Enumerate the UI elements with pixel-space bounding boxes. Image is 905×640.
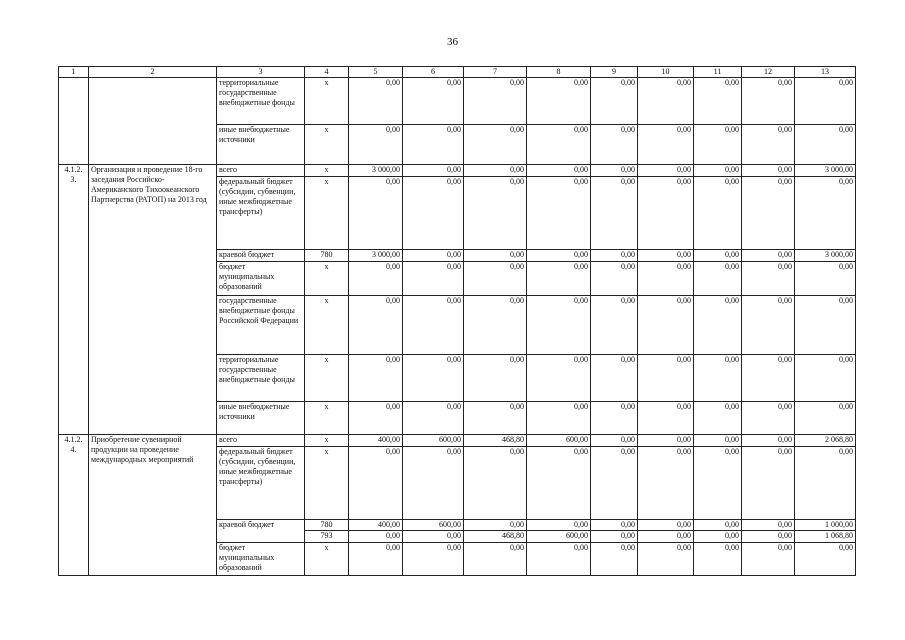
amount-cell: 0,00 <box>638 262 694 296</box>
amount-cell: 0,00 <box>464 296 527 355</box>
funding-source: территориальные государственные внебюджетные фонды <box>217 355 305 402</box>
amount-cell: 0,00 <box>795 296 856 355</box>
amount-cell: 0,00 <box>742 296 795 355</box>
funding-source: всего <box>217 165 305 177</box>
kbk-code: x <box>305 165 349 177</box>
column-header: 3 <box>217 67 305 78</box>
amount-cell: 0,00 <box>742 543 795 576</box>
amount-cell: 0,00 <box>349 177 403 250</box>
amount-cell: 0,00 <box>638 125 694 165</box>
amount-cell: 0,00 <box>403 402 464 435</box>
amount-cell: 0,00 <box>591 543 638 576</box>
amount-cell: 0,00 <box>527 78 591 125</box>
funding-source: иные внебюджетные источники <box>217 125 305 165</box>
amount-cell: 0,00 <box>694 262 742 296</box>
amount-cell: 0,00 <box>349 447 403 520</box>
kbk-code: x <box>305 296 349 355</box>
funding-source: бюджет муниципальных образований <box>217 262 305 296</box>
page-number: 36 <box>447 36 458 48</box>
funding-source: федеральный бюджет (субсидии, субвенции, иные межбюджетные трансферты) <box>217 177 305 250</box>
amount-cell: 0,00 <box>694 177 742 250</box>
amount-cell: 0,00 <box>349 78 403 125</box>
amount-cell: 0,00 <box>527 520 591 531</box>
amount-cell: 0,00 <box>349 262 403 296</box>
column-header: 12 <box>742 67 795 78</box>
amount-cell: 0,00 <box>638 355 694 402</box>
amount-cell: 0,00 <box>694 435 742 447</box>
amount-cell: 0,00 <box>694 355 742 402</box>
amount-cell: 0,00 <box>742 125 795 165</box>
amount-cell: 0,00 <box>742 447 795 520</box>
amount-cell: 0,00 <box>742 435 795 447</box>
amount-cell: 0,00 <box>464 78 527 125</box>
budget-table <box>58 66 856 576</box>
column-header-row <box>59 67 856 78</box>
amount-cell: 0,00 <box>638 531 694 543</box>
amount-cell: 0,00 <box>464 447 527 520</box>
kbk-code: x <box>305 543 349 576</box>
amount-cell: 0,00 <box>638 447 694 520</box>
measure-name: Организация и проведение 18-го заседания Российско-Американского Тихоокеанского Партнерства (РАТОП) на 2013 год <box>89 165 217 435</box>
amount-cell: 0,00 <box>638 250 694 262</box>
funding-source: краевой бюджет <box>217 520 305 543</box>
amount-cell: 0,00 <box>591 447 638 520</box>
table-row <box>59 165 856 177</box>
amount-cell: 0,00 <box>464 177 527 250</box>
kbk-code: 780 <box>305 250 349 262</box>
table-row <box>59 78 856 125</box>
amount-cell: 1 068,80 <box>795 531 856 543</box>
amount-cell: 0,00 <box>403 543 464 576</box>
kbk-code: x <box>305 78 349 125</box>
amount-cell: 0,00 <box>591 250 638 262</box>
amount-cell: 0,00 <box>527 355 591 402</box>
amount-cell: 0,00 <box>591 125 638 165</box>
amount-cell: 0,00 <box>795 125 856 165</box>
amount-cell: 0,00 <box>694 296 742 355</box>
amount-cell: 0,00 <box>694 165 742 177</box>
amount-cell: 0,00 <box>349 402 403 435</box>
amount-cell: 0,00 <box>742 402 795 435</box>
kbk-code: x <box>305 125 349 165</box>
amount-cell: 0,00 <box>742 355 795 402</box>
amount-cell: 3 000,00 <box>795 250 856 262</box>
amount-cell: 468,80 <box>464 435 527 447</box>
column-header: 11 <box>694 67 742 78</box>
column-header: 10 <box>638 67 694 78</box>
amount-cell: 0,00 <box>638 177 694 250</box>
column-header: 13 <box>795 67 856 78</box>
amount-cell: 0,00 <box>527 447 591 520</box>
amount-cell: 0,00 <box>638 543 694 576</box>
amount-cell: 0,00 <box>742 250 795 262</box>
amount-cell: 0,00 <box>527 402 591 435</box>
amount-cell: 0,00 <box>591 165 638 177</box>
amount-cell: 0,00 <box>464 520 527 531</box>
amount-cell: 0,00 <box>464 250 527 262</box>
measure-code: 4.1.2. 4. <box>59 435 89 576</box>
funding-source: краевой бюджет <box>217 250 305 262</box>
amount-cell: 0,00 <box>742 78 795 125</box>
amount-cell: 0,00 <box>591 177 638 250</box>
amount-cell: 0,00 <box>403 531 464 543</box>
amount-cell: 0,00 <box>591 435 638 447</box>
amount-cell: 0,00 <box>694 543 742 576</box>
amount-cell: 0,00 <box>742 165 795 177</box>
kbk-code: x <box>305 262 349 296</box>
amount-cell: 0,00 <box>403 250 464 262</box>
amount-cell: 0,00 <box>795 402 856 435</box>
column-header: 9 <box>591 67 638 78</box>
amount-cell: 0,00 <box>742 177 795 250</box>
amount-cell: 0,00 <box>638 78 694 125</box>
amount-cell: 0,00 <box>591 402 638 435</box>
amount-cell: 0,00 <box>403 177 464 250</box>
amount-cell: 0,00 <box>694 531 742 543</box>
kbk-code: x <box>305 177 349 250</box>
amount-cell: 0,00 <box>464 262 527 296</box>
amount-cell: 0,00 <box>349 355 403 402</box>
amount-cell: 0,00 <box>742 520 795 531</box>
amount-cell: 0,00 <box>527 543 591 576</box>
amount-cell: 0,00 <box>527 296 591 355</box>
column-header: 1 <box>59 67 89 78</box>
kbk-code: x <box>305 402 349 435</box>
amount-cell: 0,00 <box>591 520 638 531</box>
amount-cell: 0,00 <box>742 262 795 296</box>
amount-cell: 0,00 <box>795 177 856 250</box>
amount-cell: 600,00 <box>403 435 464 447</box>
amount-cell: 0,00 <box>464 125 527 165</box>
amount-cell: 0,00 <box>527 177 591 250</box>
column-header: 8 <box>527 67 591 78</box>
amount-cell: 0,00 <box>403 262 464 296</box>
amount-cell: 0,00 <box>795 78 856 125</box>
funding-source: бюджет муниципальных образований <box>217 543 305 576</box>
kbk-code: 780 <box>305 520 349 531</box>
amount-cell: 0,00 <box>403 296 464 355</box>
amount-cell: 0,00 <box>591 78 638 125</box>
funding-source: государственные внебюджетные фонды Российской Федерации <box>217 296 305 355</box>
amount-cell: 0,00 <box>403 125 464 165</box>
amount-cell: 0,00 <box>638 165 694 177</box>
measure-name <box>89 78 217 165</box>
measure-code: 4.1.2. 3. <box>59 165 89 435</box>
amount-cell: 1 000,00 <box>795 520 856 531</box>
amount-cell: 400,00 <box>349 520 403 531</box>
amount-cell: 0,00 <box>527 165 591 177</box>
amount-cell: 0,00 <box>349 296 403 355</box>
kbk-code: x <box>305 447 349 520</box>
amount-cell: 400,00 <box>349 435 403 447</box>
amount-cell: 0,00 <box>638 520 694 531</box>
amount-cell: 0,00 <box>795 355 856 402</box>
amount-cell: 600,00 <box>527 435 591 447</box>
measure-name: Приобретение сувенирной продукции на проведение международных мероприятий <box>89 435 217 576</box>
amount-cell: 0,00 <box>694 402 742 435</box>
amount-cell: 0,00 <box>591 355 638 402</box>
amount-cell: 0,00 <box>349 543 403 576</box>
amount-cell: 0,00 <box>694 447 742 520</box>
column-header: 2 <box>89 67 217 78</box>
amount-cell: 0,00 <box>694 520 742 531</box>
amount-cell: 3 000,00 <box>795 165 856 177</box>
column-header: 5 <box>349 67 403 78</box>
amount-cell: 0,00 <box>527 262 591 296</box>
column-header: 6 <box>403 67 464 78</box>
amount-cell: 0,00 <box>403 355 464 402</box>
kbk-code: x <box>305 435 349 447</box>
amount-cell: 0,00 <box>742 531 795 543</box>
amount-cell: 0,00 <box>694 250 742 262</box>
amount-cell: 600,00 <box>527 531 591 543</box>
amount-cell: 0,00 <box>403 447 464 520</box>
amount-cell: 600,00 <box>403 520 464 531</box>
amount-cell: 0,00 <box>349 531 403 543</box>
amount-cell: 0,00 <box>464 543 527 576</box>
funding-source: территориальные государственные внебюджетные фонды <box>217 78 305 125</box>
table-row <box>59 435 856 447</box>
amount-cell: 0,00 <box>464 355 527 402</box>
kbk-code: x <box>305 355 349 402</box>
amount-cell: 0,00 <box>464 165 527 177</box>
amount-cell: 0,00 <box>638 296 694 355</box>
amount-cell: 0,00 <box>349 125 403 165</box>
amount-cell: 468,80 <box>464 531 527 543</box>
funding-source: федеральный бюджет (субсидии, субвенции, иные межбюджетные трансферты) <box>217 447 305 520</box>
column-header: 7 <box>464 67 527 78</box>
amount-cell: 2 068,80 <box>795 435 856 447</box>
funding-source: всего <box>217 435 305 447</box>
amount-cell: 0,00 <box>403 78 464 125</box>
amount-cell: 0,00 <box>591 262 638 296</box>
amount-cell: 0,00 <box>464 402 527 435</box>
amount-cell: 0,00 <box>795 262 856 296</box>
amount-cell: 3 000,00 <box>349 165 403 177</box>
amount-cell: 0,00 <box>591 296 638 355</box>
amount-cell: 0,00 <box>795 447 856 520</box>
kbk-code: 793 <box>305 531 349 543</box>
amount-cell: 3 000,00 <box>349 250 403 262</box>
amount-cell: 0,00 <box>527 250 591 262</box>
amount-cell: 0,00 <box>638 402 694 435</box>
amount-cell: 0,00 <box>694 125 742 165</box>
amount-cell: 0,00 <box>795 543 856 576</box>
measure-code <box>59 78 89 165</box>
amount-cell: 0,00 <box>591 531 638 543</box>
amount-cell: 0,00 <box>694 78 742 125</box>
amount-cell: 0,00 <box>638 435 694 447</box>
column-header: 4 <box>305 67 349 78</box>
amount-cell: 0,00 <box>403 165 464 177</box>
funding-source: иные внебюджетные источники <box>217 402 305 435</box>
amount-cell: 0,00 <box>527 125 591 165</box>
